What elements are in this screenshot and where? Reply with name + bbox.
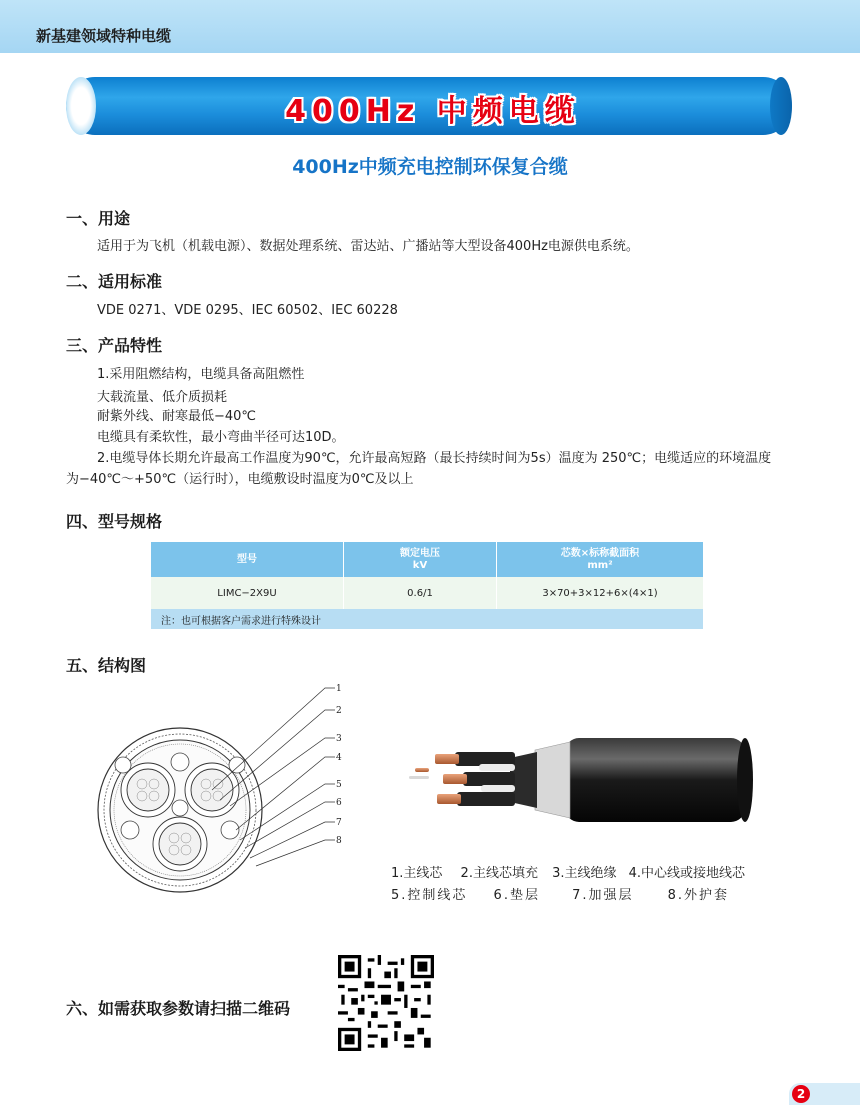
feature-line: 1.采用阻燃结构，电缆具备高阻燃性 [97,367,305,382]
callout-3: 3 [336,734,342,744]
banner-right-cap [770,77,792,135]
page-title: 400Hz 中频电缆 [285,94,581,129]
feature-line: 耐紫外线、耐寒最低−40℃ [97,409,257,424]
legend-item: 3.主线绝缘 [552,866,617,881]
legend-item: 4.中心线或接地线芯 [628,866,746,881]
standards-heading: 二、适用标准 [66,272,163,291]
usage-heading: 一、用途 [66,209,131,228]
callout-8: 8 [336,836,342,846]
structure-heading: 五、结构图 [66,656,147,675]
qr-heading: 六、如需获取参数请扫描二维码 [66,999,291,1018]
callout-2: 2 [336,706,342,716]
feature-line: 电缆具有柔软性，最小弯曲半径可达10D。 [97,430,345,445]
legend-row [391,862,745,881]
table-row [151,577,703,609]
header-bar [0,0,860,53]
legend-row [391,884,729,903]
qr-code[interactable] [338,955,434,1051]
cross-section-diagram [90,680,360,910]
cable-illustration [395,730,755,830]
cell-cores: 3×70+3×12+6×(4×1) [497,577,704,609]
col-voltage: 额定电压 kV [344,542,497,577]
cell-model: LIMC−2X9U [151,577,344,609]
legend-item: 1.主线芯 [391,866,443,881]
page-number: 2 [792,1085,810,1103]
col-model: 型号 [151,542,344,577]
feature-line: 为−40℃～+50℃（运行时），电缆敷设时温度为0℃及以上 [66,472,414,487]
spec-header-row [151,542,703,577]
cell-voltage: 0.6/1 [344,577,497,609]
features-heading: 三、产品特性 [66,336,163,355]
col-cores: 芯数×标称截面积 mm² [497,542,704,577]
banner-left-cap [66,77,96,135]
legend-item: 7.加强层 [572,888,634,903]
callout-6: 6 [336,798,342,808]
spec-table [151,542,703,629]
callout-4: 4 [336,753,342,763]
legend-item: 2.主线芯填充 [460,866,538,881]
usage-text: 适用于为飞机（机载电源）、数据处理系统、雷达站、广播站等大型设备400Hz电源供电系统。 [97,239,639,254]
category-label: 新基建领域特种电缆 [36,27,172,45]
legend-item: 6.垫层 [493,888,540,903]
feature-line: 大载流量、低介质损耗 [97,390,228,405]
legend-item: 8.外护套 [667,888,730,903]
table-note: 注：也可根据客户需求进行特殊设计 [151,609,703,629]
specs-heading: 四、型号规格 [66,512,163,531]
callout-1: 1 [336,684,342,694]
legend-item: 5.控制线芯 [391,888,468,903]
standards-text: VDE 0271、VDE 0295、IEC 60502、IEC 60228 [97,303,398,318]
product-subtitle: 400Hz中频充电控制环保复合缆 [292,156,568,178]
feature-line: 2.电缆导体长期允许最高工作温度为90℃，允许最高短路（最长持续时间为5s）温度为 250℃；电缆适应的环境温度 [97,451,772,466]
callout-5: 5 [336,780,342,790]
callout-7: 7 [336,818,342,828]
